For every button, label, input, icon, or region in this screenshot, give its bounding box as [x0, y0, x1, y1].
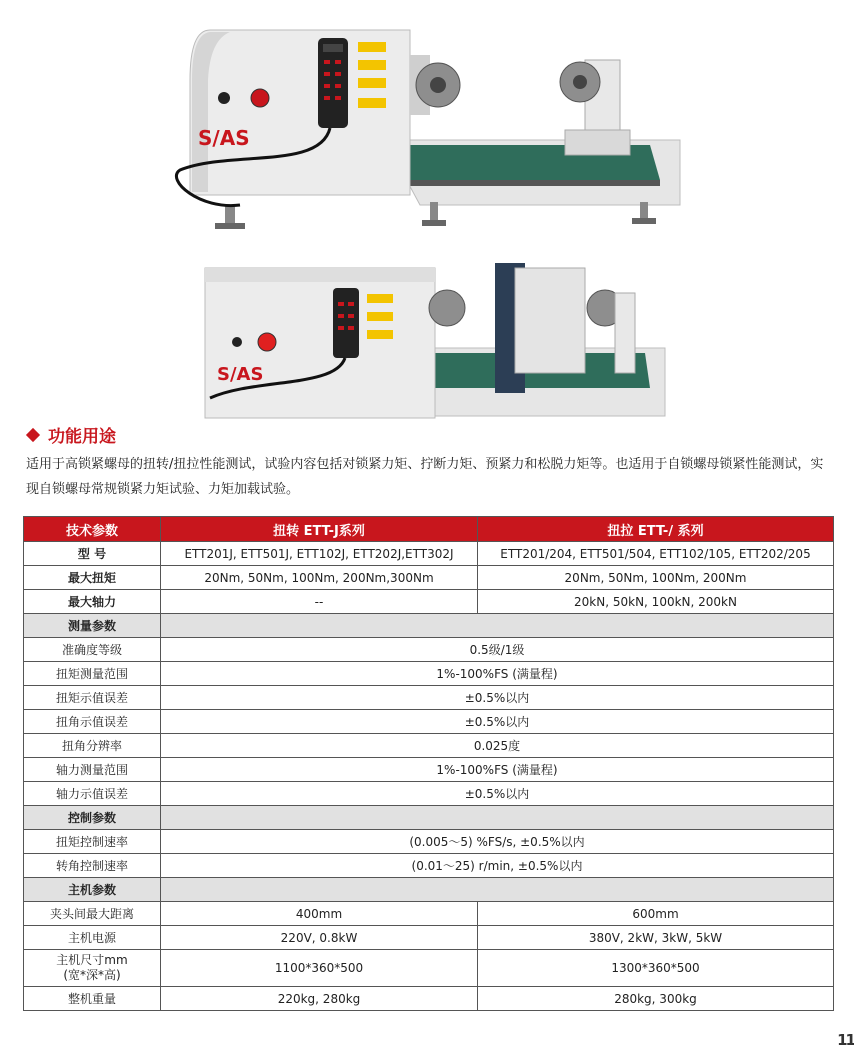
- row-label: 转角控制速率: [24, 854, 161, 878]
- diamond-bullet-icon: [26, 427, 40, 441]
- cell-value: 1%-100%FS (满量程): [161, 662, 834, 686]
- table-row: [24, 662, 834, 686]
- cell-value: 400mm: [161, 902, 478, 926]
- row-label: 最大扭矩: [24, 566, 161, 590]
- product-photo-torsion-machine: [170, 20, 690, 235]
- brand-logo: S/AS: [198, 126, 250, 150]
- cell-value: 380V, 2kW, 3kW, 5kW: [478, 926, 834, 950]
- table-row: [24, 758, 834, 782]
- cell-value: 0.5级/1级: [161, 638, 834, 662]
- row-label-line1: 主机尺寸mm: [56, 953, 128, 967]
- section-heading: [26, 422, 116, 447]
- group-row: [24, 614, 834, 638]
- cell-value: ETT201J, ETT501J, ETT102J, ETT202J,ETT302J: [161, 542, 478, 566]
- table-row: [24, 987, 834, 1011]
- table-row: [24, 638, 834, 662]
- row-label: 整机重量: [24, 987, 161, 1011]
- group-filler: [161, 614, 834, 638]
- table-row: [24, 902, 834, 926]
- section-description: 适用于高锁紧螺母的扭转/扭拉性能测试，试验内容包括对锁紧力矩、拧断力矩、预紧力和松脱力矩等。也适用于自锁螺母锁紧性能测试，实现自锁螺母常规锁紧力矩试验、力矩加载试验。: [26, 457, 824, 497]
- row-label: 扭矩控制速率: [24, 830, 161, 854]
- table-row: [24, 830, 834, 854]
- cell-value: 1100*360*500: [161, 950, 478, 987]
- table-row: [24, 590, 834, 614]
- row-label: 扭矩示值误差: [24, 686, 161, 710]
- cell-value: ETT201/204, ETT501/504, ETT102/105, ETT202/205: [478, 542, 834, 566]
- row-label: 准确度等级: [24, 638, 161, 662]
- group-label: 控制参数: [24, 806, 161, 830]
- spec-table: [23, 516, 834, 1011]
- cell-value: (0.01～25) r/min, ±0.5%以内: [161, 854, 834, 878]
- cell-value: 20Nm, 50Nm, 100Nm, 200Nm,300Nm: [161, 566, 478, 590]
- row-label: 轴力测量范围: [24, 758, 161, 782]
- group-row: [24, 878, 834, 902]
- cell-value: ±0.5%以内: [161, 710, 834, 734]
- table-header-row: [24, 517, 834, 542]
- table-row: [24, 734, 834, 758]
- table-row: [24, 542, 834, 566]
- cell-value: 0.025度: [161, 734, 834, 758]
- cell-value: 280kg, 300kg: [478, 987, 834, 1011]
- row-label-line2: (宽*深*高): [63, 968, 121, 982]
- table-row: [24, 926, 834, 950]
- row-label: 最大轴力: [24, 590, 161, 614]
- cell-value: 20Nm, 50Nm, 100Nm, 200Nm: [478, 566, 834, 590]
- cell-value: 20kN, 50kN, 100kN, 200kN: [478, 590, 834, 614]
- cell-value: 220kg, 280kg: [161, 987, 478, 1011]
- cell-value: (0.005～5) %FS/s, ±0.5%以内: [161, 830, 834, 854]
- group-label: 测量参数: [24, 614, 161, 638]
- table-row: [24, 854, 834, 878]
- page-number: 11: [837, 1031, 854, 1049]
- table-row: [24, 950, 834, 987]
- table-row: [24, 686, 834, 710]
- table-row: [24, 782, 834, 806]
- group-filler: [161, 878, 834, 902]
- cell-value: --: [161, 590, 478, 614]
- header-ett-j: 扭转 ETT-J系列: [161, 517, 478, 542]
- cell-value: 1300*360*500: [478, 950, 834, 987]
- cell-value: 220V, 0.8kW: [161, 926, 478, 950]
- row-label: 扭角分辨率: [24, 734, 161, 758]
- header-param: 技术参数: [24, 517, 161, 542]
- row-label: 型 号: [24, 542, 161, 566]
- row-label: 主机电源: [24, 926, 161, 950]
- product-photo-torsion-tension-machine: [195, 248, 675, 423]
- row-label: [24, 950, 161, 987]
- row-label: 夹头间最大距离: [24, 902, 161, 926]
- group-filler: [161, 806, 834, 830]
- table-row: [24, 566, 834, 590]
- table-row: [24, 710, 834, 734]
- row-label: 轴力示值误差: [24, 782, 161, 806]
- cell-value: ±0.5%以内: [161, 686, 834, 710]
- group-row: [24, 806, 834, 830]
- cell-value: 1%-100%FS (满量程): [161, 758, 834, 782]
- brand-logo-2: S/AS: [217, 364, 264, 385]
- cell-value: ±0.5%以内: [161, 782, 834, 806]
- cell-value: 600mm: [478, 902, 834, 926]
- group-label: 主机参数: [24, 878, 161, 902]
- section-title-text: 功能用途: [48, 427, 116, 447]
- header-ett-t: 扭拉 ETT-/ 系列: [478, 517, 834, 542]
- row-label: 扭角示值误差: [24, 710, 161, 734]
- row-label: 扭矩测量范围: [24, 662, 161, 686]
